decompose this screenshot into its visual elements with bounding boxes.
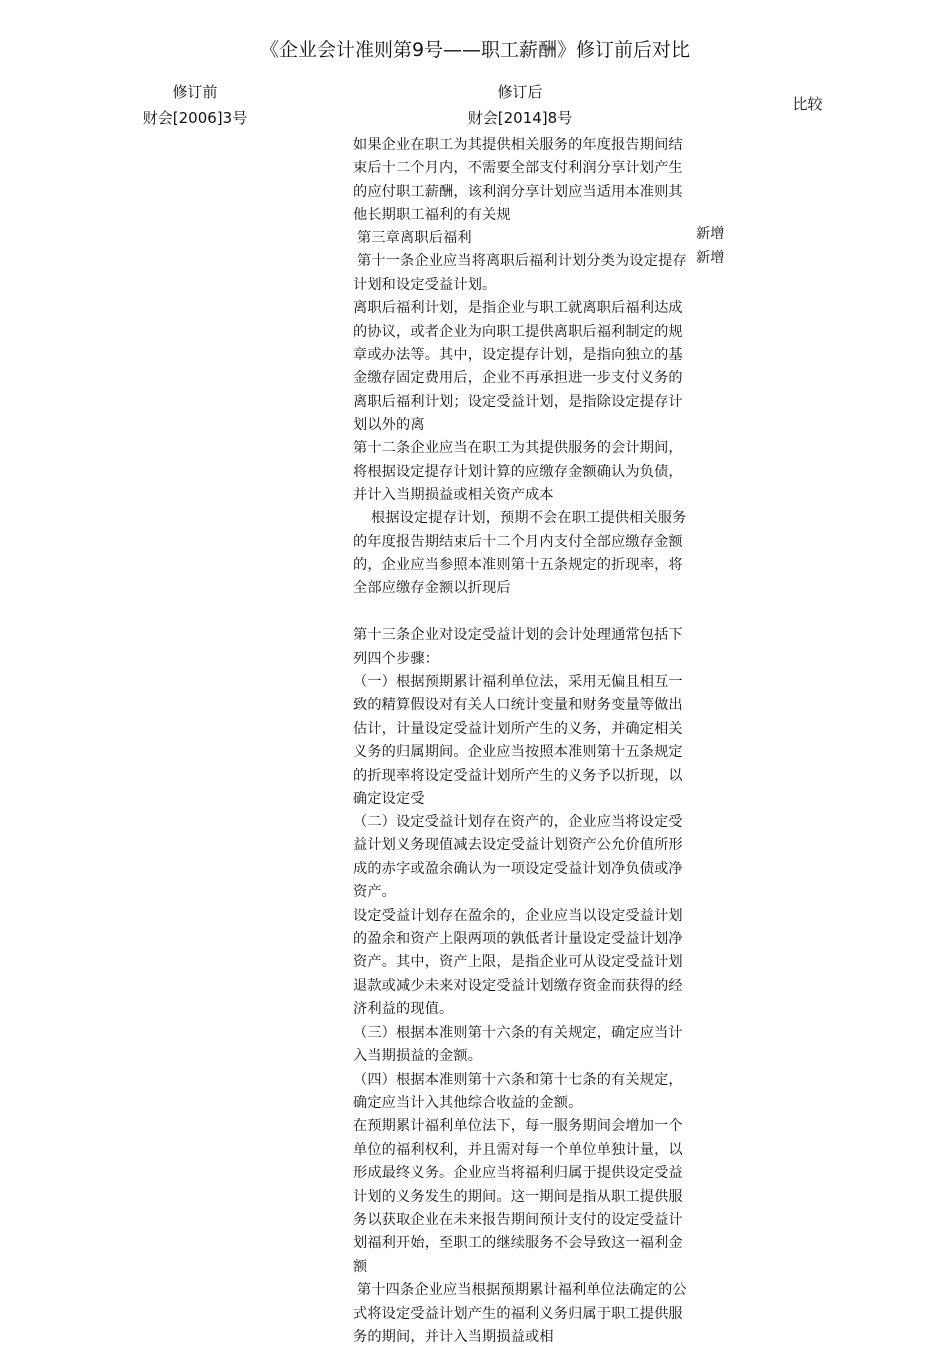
page-title: 《企业会计准则第9号——职工薪酬》修订前后对比 bbox=[259, 39, 691, 61]
step-three-paragraph: （三）根据本准则第十六条的有关规定，确定应当计入当期损益的金额。 bbox=[353, 1024, 683, 1065]
profit-sharing-paragraph: 如果企业在职工为其提供相关服务的年度报告期间结束后十二个月内，不需要全部支付利润分享计划产生的应付职工薪酬，该利润分享计划应当适用本准则其他长期职工福利的有关规 bbox=[353, 137, 683, 224]
after-column-header: 修订后 bbox=[497, 83, 543, 101]
step-two-paragraph: （二）设定受益计划存在资产的，企业应当将设定受益计划义务现值减去设定受益计划资产公允价值所形成的赤字或盈余确认为一项设定受益计划净负债或净资产。 bbox=[353, 814, 683, 901]
article-thirteen-paragraph: 第十三条企业对设定受益计划的会计处理通常包括下列四个步骤： bbox=[353, 627, 683, 667]
surplus-paragraph: 设定受益计划存在盈余的，企业应当以设定受益计划的盈余和资产上限两项的孰低者计量设定受益计划净资产。其中，资产上限，是指企业可从设定受益计划退款或减少未来对设定受益计划缴存资金而获得的经济利益的现值。 bbox=[353, 907, 683, 1018]
step-four-paragraph: （四）根据本准则第十六条和第十七条的有关规定，确定应当计入其他综合收益的金额。 bbox=[353, 1071, 683, 1111]
revised-text-column bbox=[353, 134, 688, 1350]
chapter-three-heading: 第三章离职后福利 bbox=[357, 230, 472, 246]
comparison-note-article-eleven: 新增 bbox=[696, 250, 725, 266]
article-fourteen-paragraph: 第十四条企业应当根据预期累计福利单位法确定的公式将设定受益计划产生的福利义务归属于职工提供服务的期间，并计入当期损益或相 bbox=[353, 1282, 687, 1346]
comparison-note-chapter-three: 新增 bbox=[696, 226, 725, 242]
defined-contribution-discount-paragraph: 根据设定提存计划，预期不会在职工提供相关服务的年度报告期结束后十二个月内支付全部应缴存金额的，企业应当参照本准则第十五条规定的折现率，将全部应缴存金额以折现后 bbox=[353, 510, 687, 597]
before-document-number: 财会[2006]3号 bbox=[142, 109, 248, 127]
step-one-paragraph: （一）根据预期累计福利单位法，采用无偏且相互一致的精算假设对有关人口统计变量和财务变量等做出估计，计量设定受益计划所产生的义务，并确定相关义务的归属期间。企业应当按照本准则第十五条规定的折现率将设定受益计划所产生的义务予以折现，以确定设定受 bbox=[353, 674, 683, 808]
article-eleven-paragraph: 第十一条企业应当将离职后福利计划分类为设定提存计划和设定受益计划。 bbox=[353, 253, 687, 293]
article-twelve-paragraph: 第十二条企业应当在职工为其提供服务的会计期间，将根据设定提存计划计算的应缴存金额确认为负债，并计入当期损益或相关资产成本 bbox=[353, 440, 683, 504]
after-document-number: 财会[2014]8号 bbox=[467, 109, 573, 127]
before-column-header: 修订前 bbox=[172, 83, 218, 101]
comparison-column-header: 比较 bbox=[792, 95, 823, 113]
projected-unit-credit-paragraph: 在预期累计福利单位法下，每一服务期间会增加一个单位的福利权利，并且需对每一个单位单独计量，以形成最终义务。企业应当将福利归属于提供设定受益计划的义务发生的期间。这一期间是指从职工提供服务以获取企业在未来报告期间预计支付的设定受益计划福利开始，至职工的继续服务不会导致这一福利金额 bbox=[353, 1118, 683, 1275]
post-employment-plan-definition: 离职后福利计划，是指企业与职工就离职后福利达成的协议，或者企业为向职工提供离职后福利制定的规章或办法等。其中，设定提存计划，是指向独立的基金缴存固定费用后，企业不再承担进一步支付义务的离职后福利计划；设定受益计划，是指除设定提存计划以外的离 bbox=[353, 300, 683, 434]
